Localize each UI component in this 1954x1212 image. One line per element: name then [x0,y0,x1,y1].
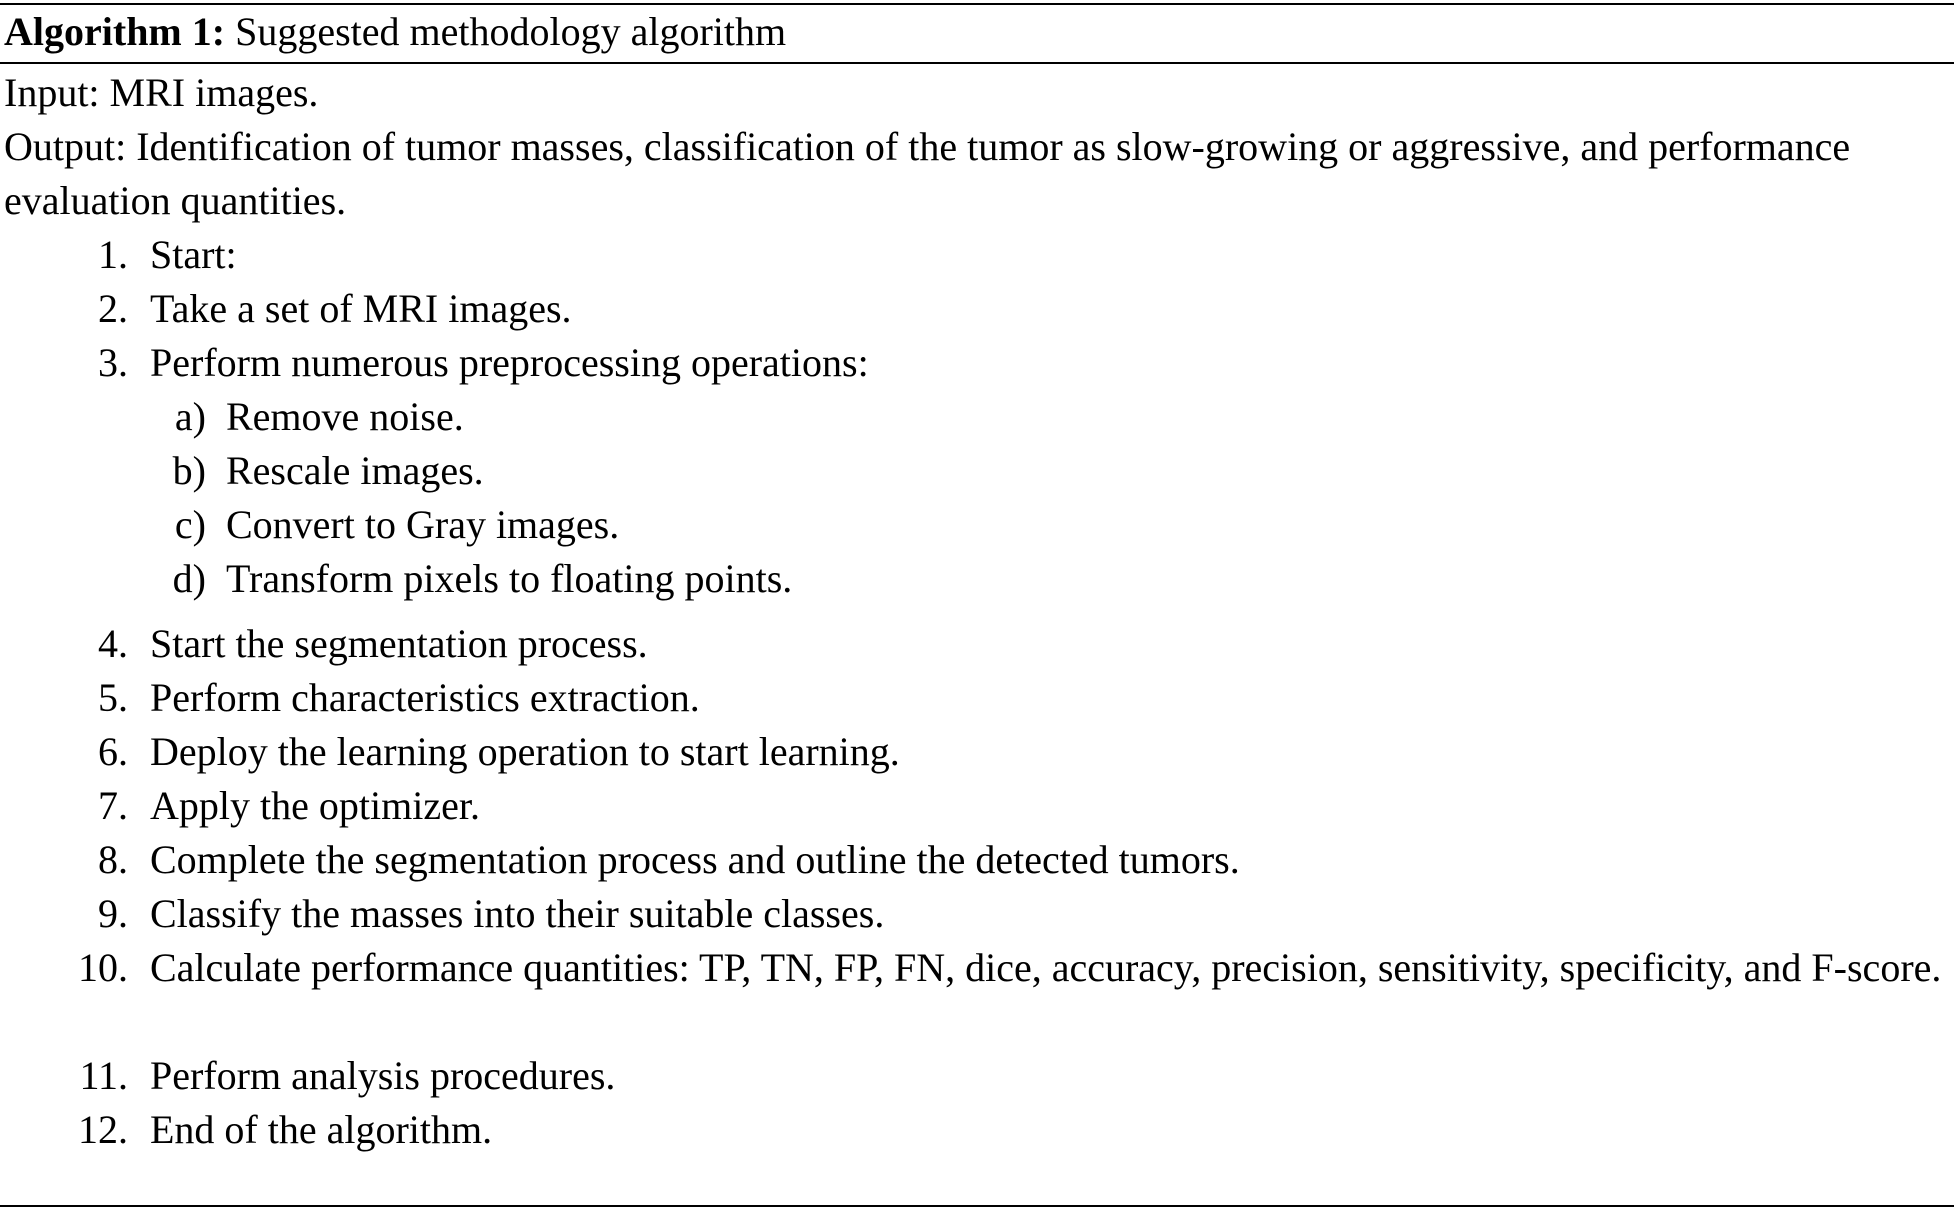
substep-text: Remove noise. [226,394,464,439]
step-text: Complete the segmentation process and outline the detected tumors. [150,837,1240,882]
step-text: Take a set of MRI images. [150,286,572,331]
substep-letter: d) [172,556,206,601]
substep-letter: a) [174,394,206,439]
step-number: 4. [98,621,128,666]
step-number: 6. [98,729,128,774]
step-number: 9. [98,891,128,936]
step-text: Apply the optimizer. [150,783,480,828]
substep-letter: b) [172,448,206,493]
step-text: Start: [150,232,237,277]
step-number: 2. [98,286,128,331]
top-rule [0,3,1954,5]
step-number: 5. [98,675,128,720]
step-number: 12. [78,1107,128,1152]
algorithm-title: Suggested methodology algorithm [235,9,787,54]
substep-letter: c) [174,502,206,547]
algorithm-label: Algorithm 1: [4,9,226,54]
step-text: Calculate performance quantities: TP, TN, FP, FN, dice, accuracy, precision, sensitivity, specificity, and F-score. [150,945,1942,990]
step-text: Perform numerous preprocessing operations: [150,340,869,385]
substep-text: Transform pixels to floating points. [226,556,793,601]
step-number: 1. [98,232,128,277]
step-number: 10. [78,945,128,990]
step-text: Start the segmentation process. [150,621,648,666]
step-text: Perform characteristics extraction. [150,675,700,720]
step-text: Perform analysis procedures. [150,1053,616,1098]
step-text: Deploy the learning operation to start learning. [150,729,900,774]
step-number: 8. [98,837,128,882]
bottom-rule [0,1205,1954,1207]
step-text: Classify the masses into their suitable classes. [150,891,885,936]
substep-text: Convert to Gray images. [226,502,620,547]
algorithm-caption [4,10,786,54]
step-number: 3. [98,340,128,385]
algorithm-output: Output: Identification of tumor masses, classification of the tumor as slow-growing or aggressive, and performance evaluation quantities. [4,124,1851,223]
step-number: 11. [79,1053,128,1098]
algorithm-input: Input: MRI images. [4,70,319,115]
step-text: End of the algorithm. [150,1107,493,1152]
caption-rule [0,62,1954,64]
step-number: 7. [98,783,128,828]
substep-text: Rescale images. [226,448,484,493]
